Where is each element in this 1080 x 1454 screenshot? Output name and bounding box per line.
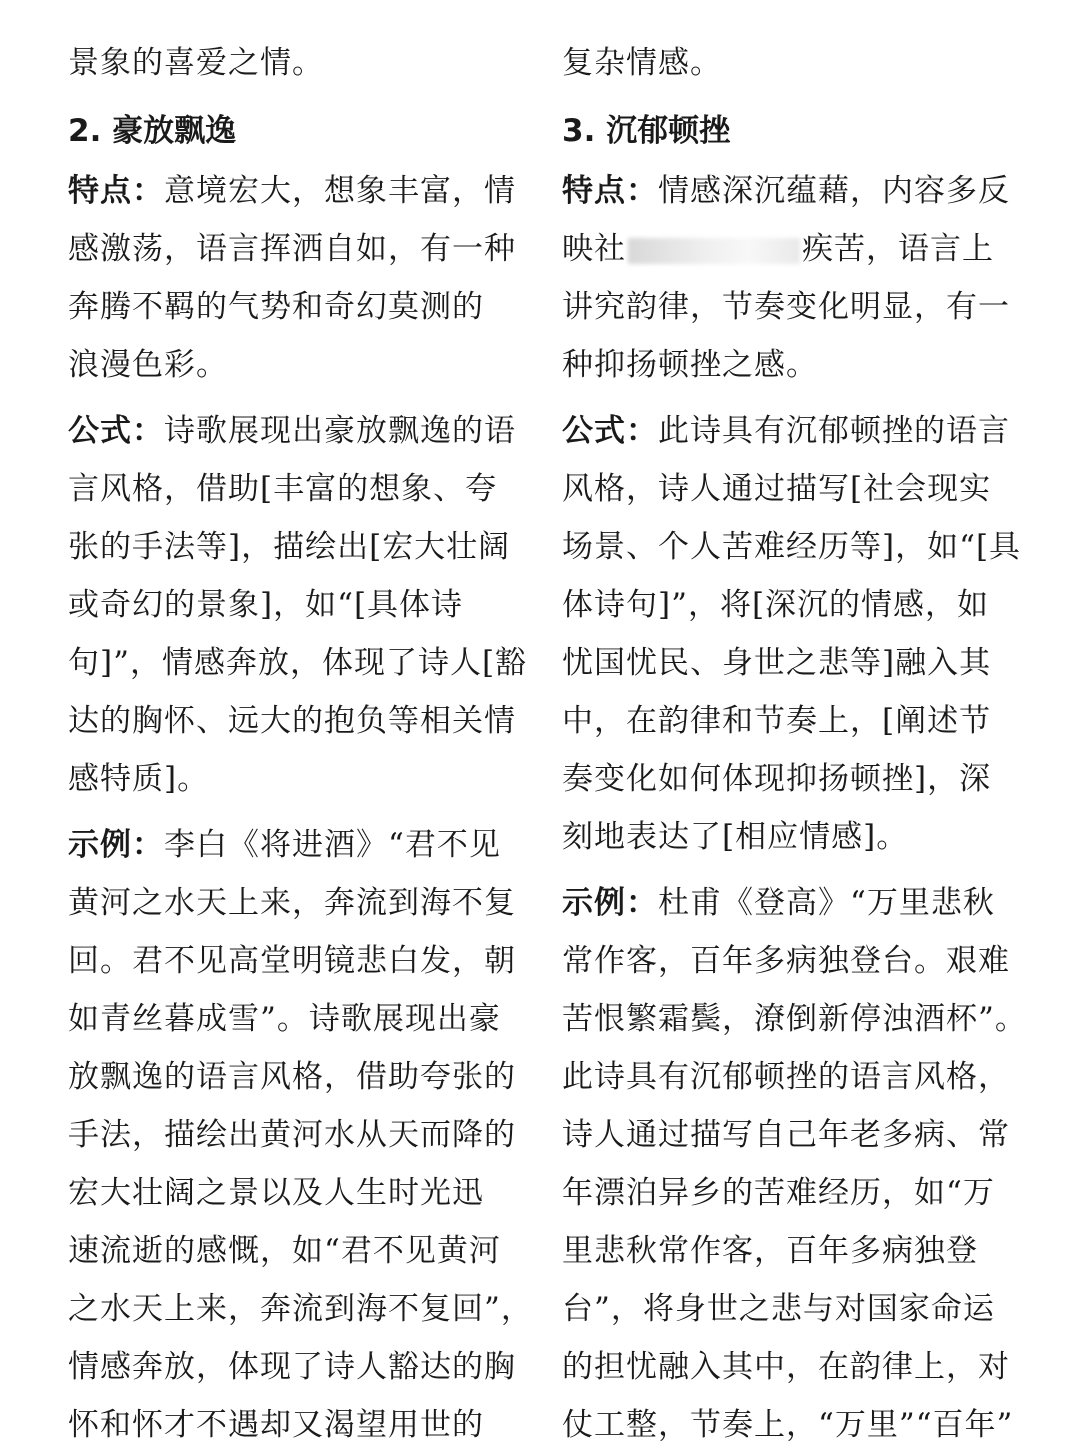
formula-text: 言风格，借助[丰富的想象、夸 xyxy=(68,471,498,507)
formula-text: 场景、个人苦难经历等]，如“[具 xyxy=(562,529,1022,565)
example-text: 的担忧融入其中，在韵律上，对 xyxy=(562,1349,1010,1385)
left-formula-block xyxy=(68,402,528,808)
example-text: 黄河之水天上来，奔流到海不复 xyxy=(68,885,516,921)
right-feature-block xyxy=(562,162,1018,394)
feature-text: 感激荡，语言挥洒自如，有一种 xyxy=(68,231,516,267)
feature-text: 奔腾不羁的气势和奇幻莫测的 xyxy=(68,289,484,325)
formula-label: 公式： xyxy=(562,413,658,449)
example-text: 此诗具有沉郁顿挫的语言风格， xyxy=(562,1059,1010,1095)
formula-text: 奏变化如何体现抑扬顿挫]，深 xyxy=(562,761,992,797)
right-column xyxy=(562,34,1027,1454)
example-text: 诗人通过描写自己年老多病、常 xyxy=(562,1117,1010,1153)
example-text: 宏大壮阔之景以及人生时光迅 xyxy=(68,1175,484,1211)
example-text: 台”，将身世之悲与对国家命运 xyxy=(562,1291,995,1327)
example-text: 李白《将进酒》“君不见 xyxy=(164,827,501,863)
formula-text: 体诗句]”，将[深沉的情感，如 xyxy=(562,587,990,623)
example-text: 速流逝的感慨，如“君不见黄河 xyxy=(68,1233,501,1269)
left-feature-block xyxy=(68,162,524,394)
feature-text: 讲究韵律，节奏变化明显，有一 xyxy=(562,289,1010,325)
formula-text: 风格，诗人通过描写[社会现实 xyxy=(562,471,992,507)
example-text: 如青丝暮成雪”。诗歌展现出豪 xyxy=(68,1001,501,1037)
example-text: 年漂泊异乡的苦难经历，如“万 xyxy=(562,1175,995,1211)
formula-label: 公式： xyxy=(68,413,164,449)
formula-text: 感特质]。 xyxy=(68,761,210,797)
feature-label: 特点： xyxy=(562,173,658,209)
right-example-block xyxy=(562,874,1027,1454)
formula-text: 刻地表达了[相应情感]。 xyxy=(562,819,909,855)
example-text: 杜甫《登高》“万里悲秋 xyxy=(658,885,995,921)
example-text: 仗工整，节奏上，“万里”“百年” xyxy=(562,1407,1014,1443)
section-heading-chenyu: 3. 沉郁顿挫 xyxy=(562,113,731,149)
left-column xyxy=(68,34,533,1454)
formula-text: 此诗具有沉郁顿挫的语言 xyxy=(658,413,1010,449)
example-text: 怀和怀才不遇却又渴望用世的 xyxy=(68,1407,484,1443)
redacted-blur xyxy=(628,238,800,264)
right-formula-block xyxy=(562,402,1022,866)
formula-text: 句]”，情感奔放，体现了诗人[豁 xyxy=(68,645,528,681)
example-text: 常作客，百年多病独登台。艰难 xyxy=(562,943,1010,979)
feature-text: 疾苦，语言上 xyxy=(802,231,994,267)
formula-text: 达的胸怀、远大的抱负等相关情 xyxy=(68,703,516,739)
feature-text: 情感深沉蕴藉，内容多反 xyxy=(658,173,1010,209)
right-intro-line: 复杂情感。 xyxy=(562,45,722,81)
example-label: 示例： xyxy=(562,885,658,921)
formula-text: 中，在韵律和节奏上，[阐述节 xyxy=(562,703,992,739)
section-heading-haofang: 2. 豪放飘逸 xyxy=(68,113,237,149)
feature-label: 特点： xyxy=(68,173,164,209)
example-label: 示例： xyxy=(68,827,164,863)
formula-text: 诗歌展现出豪放飘逸的语 xyxy=(164,413,516,449)
example-text: 苦恨繁霜鬓，潦倒新停浊酒杯”。 xyxy=(562,1001,1027,1037)
formula-text: 张的手法等]，描绘出[宏大壮阔 xyxy=(68,529,511,565)
example-text: 情感奔放，体现了诗人豁达的胸 xyxy=(68,1349,516,1385)
example-text: 里悲秋常作客，百年多病独登 xyxy=(562,1233,978,1269)
feature-text: 映社 xyxy=(562,231,626,267)
feature-text: 意境宏大，想象丰富，情 xyxy=(164,173,516,209)
left-example-block xyxy=(68,816,533,1454)
example-text: 之水天上来，奔流到海不复回”， xyxy=(68,1291,533,1327)
example-text: 回。君不见高堂明镜悲白发，朝 xyxy=(68,943,516,979)
example-text: 手法，描绘出黄河水从天而降的 xyxy=(68,1117,516,1153)
formula-text: 忧国忧民、身世之悲等]融入其 xyxy=(562,645,992,681)
feature-text: 浪漫色彩。 xyxy=(68,347,228,383)
feature-text: 种抑扬顿挫之感。 xyxy=(562,347,818,383)
formula-text: 或奇幻的景象]，如“[具体诗 xyxy=(68,587,464,623)
example-text: 放飘逸的语言风格，借助夸张的 xyxy=(68,1059,516,1095)
left-intro-line: 景象的喜爱之情。 xyxy=(68,45,324,81)
